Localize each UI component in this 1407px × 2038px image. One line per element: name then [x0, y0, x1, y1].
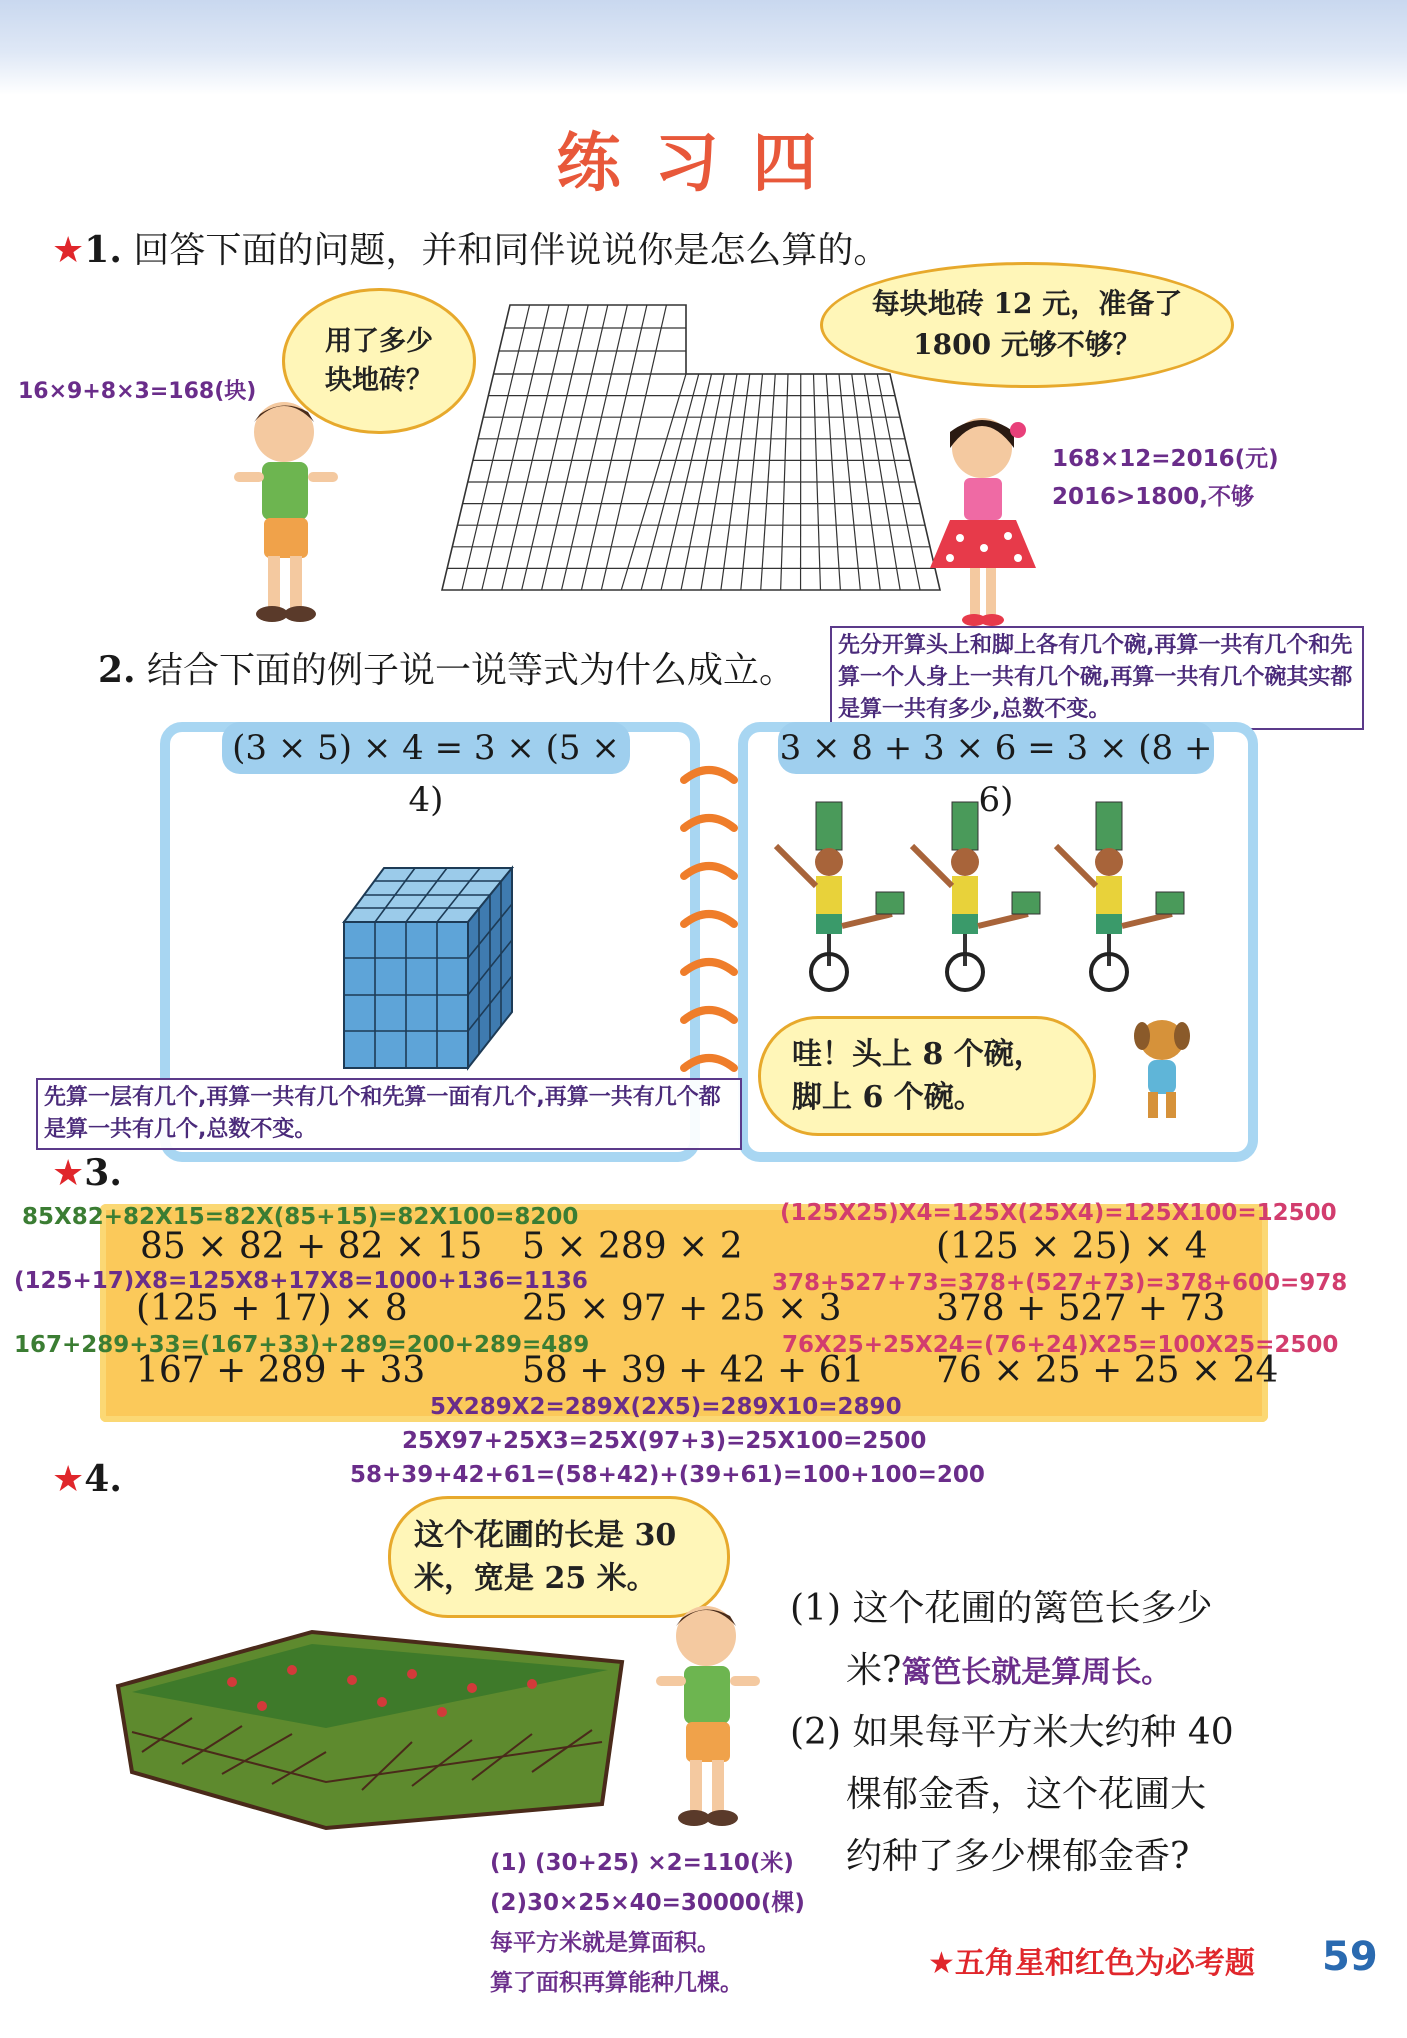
exercise-item: 167 + 289 + 33 — [136, 1350, 426, 1391]
q4-sub1-line2: 米?篱笆长就是算周长。 — [846, 1650, 1172, 1691]
star-icon: ★ — [52, 1153, 85, 1194]
floor-tile-grid — [432, 300, 952, 600]
answer-q3: 76X25+25X24=(76+24)X25=100X25=2500 — [782, 1332, 1339, 1358]
answer-q3: (125+17)X8=125X8+17X8=1000+136=1136 — [14, 1268, 588, 1294]
exercise-item: (125 × 25) × 4 — [936, 1226, 1208, 1267]
question-3-number: 3. — [84, 1152, 122, 1194]
question-1 — [52, 222, 889, 273]
unicycle-performer-3 — [1052, 796, 1212, 996]
question-1-number: 1. — [84, 229, 122, 271]
exercise-item: 58 + 39 + 42 + 61 — [522, 1350, 865, 1391]
question-2 — [98, 642, 795, 693]
q4-sub2-line2: 棵郁金香，这个花圃大 — [846, 1774, 1207, 1815]
question-2-text: 结合下面的例子说一说等式为什么成立。 — [147, 650, 796, 691]
girl-illustration — [920, 408, 1050, 630]
exercise-item: 85 × 82 + 82 × 15 — [140, 1226, 483, 1267]
exercise-item: (125 + 17) × 8 — [136, 1288, 408, 1329]
footer-note: ★五角星和红色为必考题 — [928, 1946, 1255, 1981]
flower-garden-illustration — [112, 1622, 632, 1832]
answer-q3: 58+39+42+61=(58+42)+(39+61)=100+100=200 — [350, 1462, 985, 1488]
cube-illustration — [340, 862, 520, 1072]
answer-q3: (125X25)X4=125X(25X4)=125X100=12500 — [780, 1200, 1337, 1226]
answer-q4-line1: (1) (30+25) ×2=110(米) — [490, 1850, 794, 1876]
exercise-item: 378 + 527 + 73 — [936, 1288, 1226, 1329]
exercise-item: 25 × 97 + 25 × 3 — [522, 1288, 842, 1329]
speech-bubble-dog: 哇！头上 8 个碗，脚上 6 个碗。 — [758, 1016, 1096, 1136]
answer-q4-line4: 算了面积再算能种几棵。 — [490, 1970, 743, 1996]
formula-left: (3 × 5) × 4 = 3 × (5 × 4) — [222, 722, 630, 774]
question-3 — [52, 1152, 122, 1194]
speech-bubble-boy: 用了多少块地砖？ — [282, 288, 476, 434]
exercise-item: 5 × 289 × 2 — [522, 1226, 743, 1267]
answer-q3: 167+289+33=(167+33)+289=200+289=489 — [14, 1332, 590, 1358]
question-2-number: 2. — [98, 649, 136, 691]
dog-illustration — [1122, 1016, 1202, 1126]
question-1-text: 回答下面的问题，并和同伴说说你是怎么算的。 — [133, 230, 890, 271]
star-icon: ★ — [928, 1946, 955, 1981]
answer-q3: 25X97+25X3=25X(97+3)=25X100=2500 — [402, 1428, 927, 1454]
notebook-rings — [674, 760, 744, 1120]
answer-q2-right-note: 先分开算头上和脚上各有几个碗,再算一共有几个和先算一个人身上一共有几个碗,再算一共有几个碗其实都是算一共有多少,总数不变。 — [830, 626, 1364, 730]
answer-q4-line2: (2)30×25×40=30000(棵) — [490, 1890, 805, 1916]
speech-bubble-girl: 每块地砖 12 元，准备了 1800 元够不够？ — [820, 262, 1234, 388]
answer-q3: 378+527+73=378+(527+73)=378+600=978 — [772, 1270, 1348, 1296]
q4-sub2-line1: (2) 如果每平方米大约种 40 — [790, 1712, 1234, 1753]
answer-q2-left-note: 先算一层有几个,再算一共有几个和先算一面有几个,再算一共有几个都是算一共有几个,总数不变。 — [36, 1078, 742, 1150]
exercise-item: 76 × 25 + 25 × 24 — [936, 1350, 1279, 1391]
page-header-band — [0, 0, 1407, 95]
formula-right: 3 × 8 + 3 × 6 = 3 × (8 + 6) — [778, 722, 1214, 774]
answer-q1-right-line1: 168×12=2016(元) — [1052, 446, 1279, 472]
answer-q1-left: 16×9+8×3=168(块) — [18, 379, 257, 404]
speech-bubble-garden: 这个花圃的长是 30 米，宽是 25 米。 — [388, 1496, 730, 1618]
boy-illustration — [228, 392, 348, 630]
q4-sub1-line1: (1) 这个花圃的篱笆长多少 — [790, 1588, 1213, 1629]
answer-q4-note1: 篱笆长就是算周长。 — [901, 1655, 1172, 1690]
boy-illustration-q4 — [650, 1596, 770, 1834]
page-number: 59 — [1322, 1934, 1378, 1980]
answer-q3: 85X82+82X15=82X(85+15)=82X100=8200 — [22, 1204, 579, 1230]
q4-sub2-line3: 约种了多少棵郁金香? — [846, 1836, 1190, 1877]
answer-q3: 5X289X2=289X(2X5)=289X10=2890 — [430, 1394, 902, 1420]
question-4 — [52, 1458, 122, 1500]
question-4-number: 4. — [84, 1458, 122, 1500]
answer-q4-line3: 每平方米就是算面积。 — [490, 1930, 720, 1956]
unicycle-performer-2 — [908, 796, 1068, 996]
answer-q1-right-line2: 2016>1800,不够 — [1052, 484, 1255, 510]
star-icon: ★ — [52, 230, 85, 271]
star-icon: ★ — [52, 1459, 85, 1500]
page-title: 练习四 — [556, 126, 851, 201]
